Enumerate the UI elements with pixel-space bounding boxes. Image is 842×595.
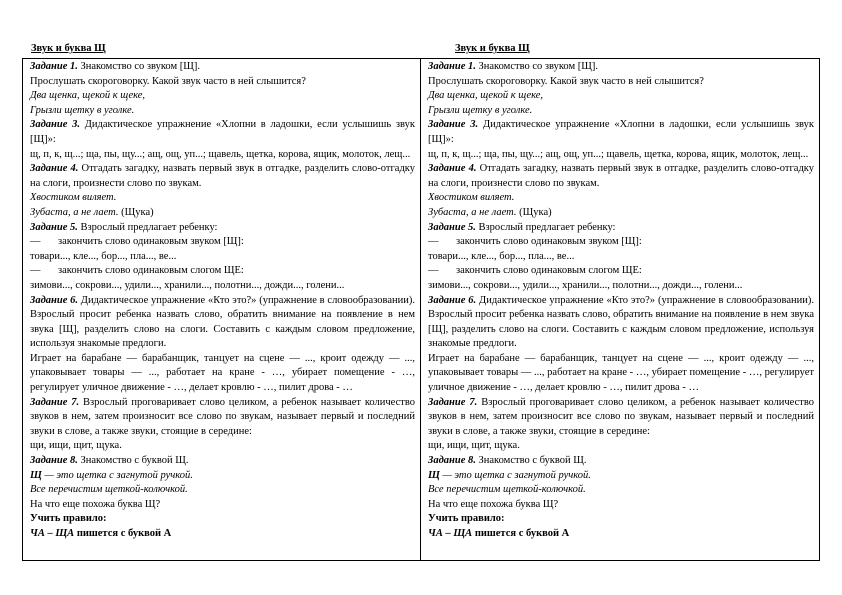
column-right — [421, 59, 819, 560]
rule-text: ЧА – ЩА пишется с буквой А — [30, 528, 172, 539]
task-5-words-2: зимови..., сокрови..., удили..., хранили..., полотни..., дожди..., голени... — [30, 279, 345, 291]
task-7: Задание 7. Взрослый проговаривает слово целиком, а ребенок называет количество звуков в нем, затем произносит все слово по звукам, называет первый и последний звуки в слове, а также звуки, стоящие в середине: — [428, 396, 814, 437]
task-1: Задание 1. Знакомство со звуком [Щ]. — [30, 61, 200, 72]
task-7: Задание 7. Взрослый проговаривает слово целиком, а ребенок называет количество звуков в нем, затем произносит все слово по звукам, называет первый и последний звуки в слове, а также звуки, стоящие в середине: — [30, 396, 415, 437]
task-1: Задание 1. Знакомство со звуком [Щ]. — [428, 61, 598, 72]
task-4: Задание 4. Отгадать загадку, назвать первый звук в отгадке, разделить слово-отгадку на слоги, произнести слово по звукам. — [30, 163, 415, 189]
task-7-words: щи, ищи, щит, щука. — [428, 440, 520, 452]
task-5-item-2: — закончить слово одинаковым слогом ЩЕ: — [428, 265, 642, 277]
task-5-words-2: зимови..., сокрови..., удили..., хранили..., полотни..., дожди..., голени... — [428, 279, 743, 291]
task-5-item-1: — закончить слово одинаковым звуком [Щ]: — [428, 236, 642, 248]
task-5-item-1: — закончить слово одинаковым звуком [Щ]: — [30, 236, 244, 248]
task-3-sounds: щ, п, к, щ...; ща, пы, щу...; ащ, ощ, уп...; щавель, щетка, корова, ящик, молоток, лещ... — [30, 148, 411, 160]
tongue-twister-line-2: Грызли щетку в уголке. — [30, 104, 135, 116]
page-title-left: Звук и буква Щ — [31, 43, 106, 54]
worksheet-table — [22, 58, 820, 561]
task-6: Задание 6. Дидактическое упражнение «Кто это?» (упражнение в словообразовании). Взрослый просит ребенка назвать слово, обратить внимание на появление в нем звука [Щ], разделить слово на слоги. Составить с каждым словом предложение, используя знакомые предлоги. — [428, 294, 814, 350]
letter-poem-line-2: Все перечистим щеткой-колючкой. — [30, 484, 188, 496]
rule-text: ЧА – ЩА пишется с буквой А — [428, 528, 570, 539]
tongue-twister-line-1: Два щенка, щекой к щеке, — [428, 90, 544, 102]
page-title-right: Звук и буква Щ — [455, 43, 530, 54]
task-5: Задание 5. Взрослый предлагает ребенку: — [30, 221, 218, 233]
task-8: Задание 8. Знакомство с буквой Щ. — [30, 455, 189, 467]
letter-question: На что еще похожа буква Щ? — [30, 498, 161, 510]
letter-poem-line-1: Щ — это щетка с загнутой ручкой. — [30, 469, 193, 481]
letter-question: На что еще похожа буква Щ? — [428, 498, 559, 510]
task-4: Задание 4. Отгадать загадку, назвать первый звук в отгадке, разделить слово-отгадку на слоги, произнести слово по звукам. — [428, 163, 814, 189]
task-3-sounds: щ, п, к, щ...; ща, пы, щу...; ащ, ощ, уп...; щавель, щетка, корова, ящик, молоток, лещ... — [428, 148, 809, 160]
task-5: Задание 5. Взрослый предлагает ребенку: — [428, 221, 616, 233]
riddle-line-1: Хвостиком виляет. — [428, 192, 515, 204]
task-1-instruction: Прослушать скороговорку. Какой звук часто в ней слышится? — [30, 75, 306, 87]
riddle-line-2: Зубаста, а не лает. (Щука) — [428, 206, 552, 218]
column-left — [23, 59, 421, 560]
task-3: Задание 3. Дидактическое упражнение «Хлопни в ладошки, если услышишь звук [Щ]»: — [428, 119, 814, 145]
task-6-examples: Играет на барабане — барабанщик, танцует на сцене — ..., кроит одежду — ..., упаковывает товары — ..., работает на кране - …, убирает помещение - …, регулирует уличное движение - …, делает кровлю - …, пилит дрова - … — [30, 352, 415, 394]
task-7-words: щи, ищи, щит, щука. — [30, 440, 122, 452]
rule-heading: Учить правило: — [428, 513, 505, 525]
task-6-examples: Играет на барабане — барабанщик, танцует на сцене — ..., кроит одежду — ..., упаковывает товары — ..., работает на кране - …, убирает помещение - …, регулирует уличное движение - …, делает кровлю - …, пилит дрова - … — [428, 352, 814, 394]
rule-heading: Учить правило: — [30, 513, 107, 525]
task-5-item-2: — закончить слово одинаковым слогом ЩЕ: — [30, 265, 244, 277]
task-5-words-1: товари..., кле..., бор..., пла..., ве... — [30, 250, 177, 262]
header — [0, 43, 842, 57]
task-5-words-1: товари..., кле..., бор..., пла..., ве... — [428, 250, 575, 262]
letter-poem-line-2: Все перечистим щеткой-колючкой. — [428, 484, 586, 496]
riddle-line-1: Хвостиком виляет. — [30, 192, 117, 204]
tongue-twister-line-2: Грызли щетку в уголке. — [428, 104, 533, 116]
riddle-line-2: Зубаста, а не лает. (Щука) — [30, 206, 154, 218]
task-1-instruction: Прослушать скороговорку. Какой звук часто в ней слышится? — [428, 75, 704, 87]
tongue-twister-line-1: Два щенка, щекой к щеке, — [30, 90, 146, 102]
letter-poem-line-1: Щ — это щетка с загнутой ручкой. — [428, 469, 591, 481]
task-3: Задание 3. Дидактическое упражнение «Хлопни в ладошки, если услышишь звук [Щ]»: — [30, 119, 415, 145]
task-6: Задание 6. Дидактическое упражнение «Кто это?» (упражнение в словообразовании). Взрослый просит ребенка назвать слово, обратить внимание на появление в нем звука [Щ], разделить слово на слоги. Составить с каждым словом предложение, используя знакомые предлоги. — [30, 294, 415, 350]
task-8: Задание 8. Знакомство с буквой Щ. — [428, 455, 587, 467]
